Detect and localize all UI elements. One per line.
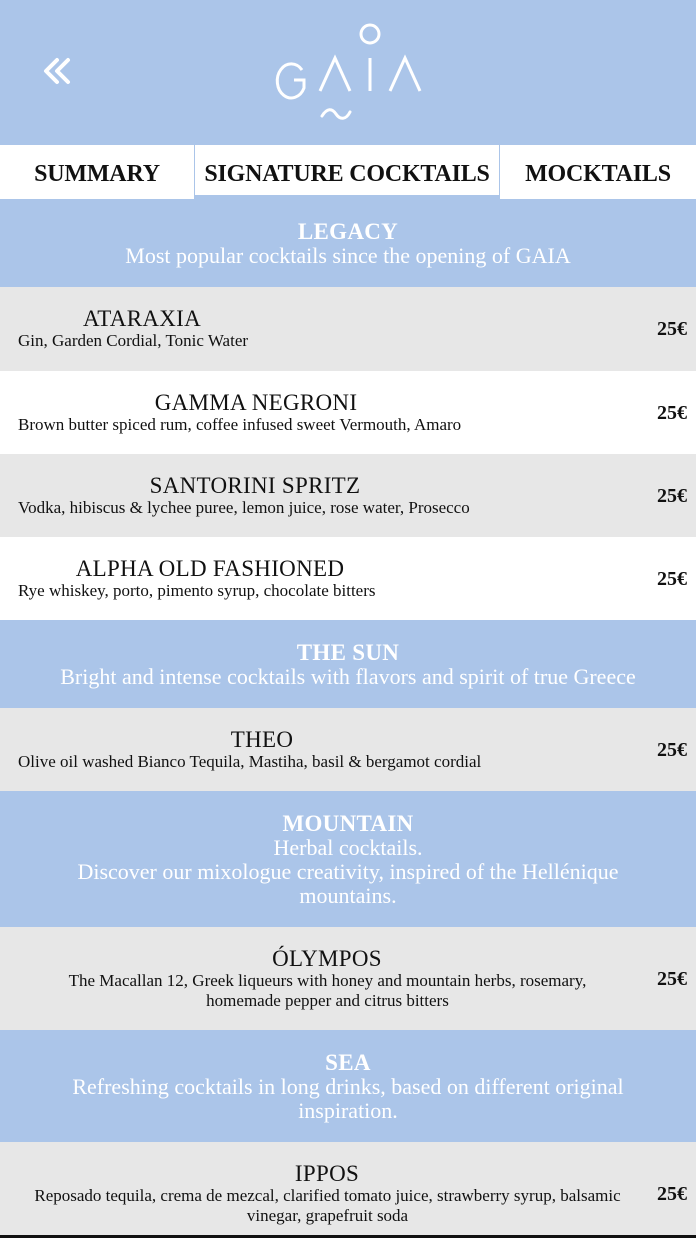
item-name: THEO [230, 727, 294, 752]
section-header-the-sun [0, 620, 696, 708]
item-description: Vodka, hibiscus & lychee puree, lemon juice, rose water, Prosecco [18, 498, 470, 517]
item-name: ÓLYMPOS [272, 946, 382, 971]
item-price: 25€ [657, 568, 687, 590]
item-name: GAMMA NEGRONI [154, 390, 358, 415]
double-chevron-left-icon [40, 52, 80, 92]
menu-item-gamma-negroni[interactable] [0, 371, 696, 454]
item-name: ALPHA OLD FASHIONED [75, 556, 345, 581]
item-name: ATARAXIA [82, 306, 202, 331]
menu-item-santorini-spritz[interactable] [0, 454, 696, 537]
section-subtitle-line1: Herbal cocktails. [273, 835, 423, 860]
section-header-mountain [0, 791, 696, 927]
item-name: SANTORINI SPRITZ [149, 473, 361, 498]
item-description: The Macallan 12, Greek liqueurs with honey and mountain herbs, rosemary, homemade pepper and citrus bitters [68, 971, 587, 1010]
header [0, 0, 696, 145]
section-header-sea [0, 1030, 696, 1142]
section-subtitle-line2: Discover our mixologue creativity, inspired of the Hellénique mountains. [77, 859, 619, 908]
menu-item-ippos[interactable] [0, 1142, 696, 1235]
item-price: 25€ [657, 485, 687, 507]
back-button[interactable] [40, 52, 80, 92]
section-header-legacy [0, 199, 696, 287]
section-title: MOUNTAIN [282, 811, 414, 836]
tab-mocktails[interactable]: MOCKTAILS [525, 161, 671, 187]
tab-bar [0, 145, 696, 199]
menu-item-olympos[interactable] [0, 927, 696, 1030]
menu-item-theo[interactable] [0, 708, 696, 791]
item-description: Gin, Garden Cordial, Tonic Water [18, 331, 249, 350]
item-description: Olive oil washed Bianco Tequila, Mastiha, basil & bergamot cordial [18, 752, 482, 771]
section-subtitle: Bright and intense cocktails with flavors and spirit of true Greece [60, 664, 636, 689]
item-name: IPPOS [294, 1161, 360, 1186]
item-description: Reposado tequila, crema de mezcal, clarified tomato juice, strawberry syrup, balsamic vinegar, grapefruit soda [34, 1186, 621, 1225]
item-price: 25€ [657, 968, 687, 990]
menu-item-alpha-old-fashioned[interactable] [0, 537, 696, 620]
gaia-logo[interactable] [270, 18, 426, 128]
menu-item-ataraxia[interactable] [0, 287, 696, 371]
section-title: THE SUN [296, 640, 400, 665]
section-subtitle: Most popular cocktails since the opening of GAIA [125, 243, 571, 268]
item-price: 25€ [657, 739, 687, 761]
tab-summary[interactable]: SUMMARY [34, 161, 160, 187]
section-subtitle: Refreshing cocktails in long drinks, based on different original inspiration. [72, 1074, 624, 1123]
item-description: Rye whiskey, porto, pimento syrup, chocolate bitters [18, 581, 376, 600]
item-price: 25€ [657, 1183, 687, 1205]
item-price: 25€ [657, 402, 687, 424]
section-title: SEA [325, 1050, 371, 1075]
item-price: 25€ [657, 318, 687, 340]
item-description: Brown butter spiced rum, coffee infused sweet Vermouth, Amaro [18, 415, 462, 434]
tab-signature-cocktails[interactable]: SIGNATURE COCKTAILS [195, 145, 499, 199]
section-title: LEGACY [297, 219, 399, 244]
